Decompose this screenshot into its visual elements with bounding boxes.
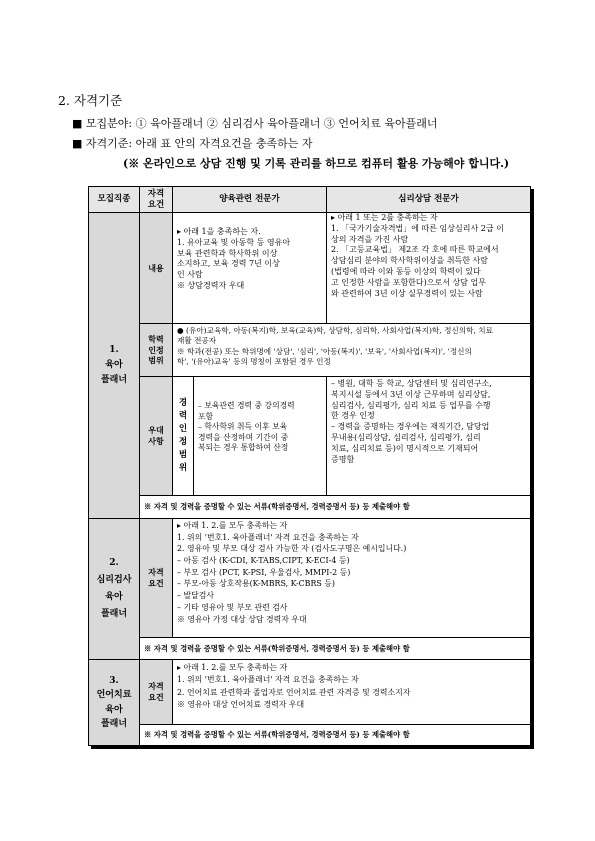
planner-counseling-content: ▸ 아래 1 또는 2를 충족하는 자 1. 「국가기술자격법」에 따른 임상심리사 2급 이 상의 자격을 가진 사람 2. 「고등교육법」 제2조 각 호에 따른 학교에서 상담심리 분야의 학사학위이상을 취득한 사람 (법령에 따라 이와 동등 이상의 학력이 있다 고 인정한 사람을 포함한다)으로서 상담 업무 와 관련하여 3년 이상 실무경력이 있는 사람 bbox=[326, 212, 531, 324]
speech-content: ▸ 아래 1. 2.를 모두 충족하는 자 1. 위의 '번호1. 육아플래너' 자격 요건을 충족하는 자 2. 언어치료 관련학과 졸업자로 언어치료 관련 자격증 및 경력소지자 ※ 영유아 대상 언어치료 경력자 우대 bbox=[172, 659, 531, 725]
qualification-table bbox=[88, 186, 531, 746]
planner-preference-counseling: – 병원, 대학 등 학교, 상담센터 및 심리연구소, 복지시설 등에서 3년 이상 근무하며 심리상담, 심리검사, 심리평가, 심리 치료 등 업무를 수행 한 경우 인정 – 경력을 증명하는 경우에는 재직기간, 담당업 무내용(심리상담, 심리검사, 심리평가, 심리 치료, 심리치료 등)이 명시적으로 기재되어 증명함 bbox=[326, 376, 531, 496]
section-heading: 2. 자격기준 bbox=[58, 93, 123, 108]
planner-preference-label: 우대 사항 bbox=[139, 376, 173, 496]
speech-qual-label: 자격 요건 bbox=[139, 659, 173, 725]
recruitment-field-line: ■ 모집분야: ① 육아플래너 ② 심리검사 육아플래너 ③ 언어치료 육아플래너 bbox=[72, 117, 438, 130]
computer-notice: (※ 온라인으로 상담 진행 및 기록 관리를 하므로 컴퓨터 활용 가능해야 합니다.) bbox=[123, 157, 510, 170]
speech-requirement-note: ※ 자격 및 경력을 증명할 수 있는 서류(학위증명서, 경력증명서 등) 등 제출해야 함 bbox=[139, 724, 531, 746]
planner-content-label: 내용 bbox=[139, 212, 173, 324]
header-childcare-expert: 양육관련 전문가 bbox=[172, 186, 327, 213]
criteria-line: ■ 자격기준: 아래 표 안의 자격요건을 충족하는 자 bbox=[72, 137, 313, 150]
psych-qual-label: 자격 요건 bbox=[139, 518, 173, 638]
planner-category: 1. 육아 플래너 bbox=[88, 212, 140, 519]
planner-preference-childcare: – 보육관련 경력 중 강의경력 포함 – 학사학위 취득 이후 보육 경력을 산정하며 기간이 중 복되는 경우 통합하여 산정 bbox=[193, 376, 327, 496]
header-category: 모집직종 bbox=[88, 186, 140, 213]
header-qualification: 자격 요건 bbox=[139, 186, 173, 213]
planner-degree-label: 학력 인정 범위 bbox=[139, 323, 173, 377]
career-range-vertical-label: 경 력 인 정 범 위 bbox=[172, 376, 194, 496]
psych-requirement-note: ※ 자격 및 경력을 증명할 수 있는 서류(학위증명서, 경력증명서 등) 등 제출해야 함 bbox=[139, 637, 531, 660]
header-counseling-expert: 심리상담 전문가 bbox=[326, 186, 531, 213]
psych-content: ▸ 아래 1. 2.를 모두 충족하는 자 1. 위의 '번호1. 육아플래너' 자격 요건을 충족하는 자 2. 영유아 및 부모 대상 검사 가능한 자 (검사도구명은 예시입니다.) – 아동 검사 (K-CDI, K-TABS,CIPT, K-ECI-4 등) – 부모 검사 (PCT, K-PSI, 우울검사, MMPI-2 등) – 부모-아동 상호작용(K-MBRS, K-CBRS 등) – 발달검사 – 기타 영유아 및 부모 관련 검사 ※ 영유아 가정 대상 상담 경력자 우대 bbox=[172, 518, 531, 638]
speech-category: 3. 언어치료 육아 플래너 bbox=[88, 659, 140, 746]
planner-childcare-content: ▸ 아래 1을 충족하는 자. 1. 유아교육 및 아동학 등 영유아 보육 관련학과 학사학위 이상 소지하고, 보육 경력 7년 이상 인 사람 ※ 상담경력자 우대 bbox=[172, 212, 327, 324]
planner-degree-content: ● (유아)교육학, 아동(복지)학, 보육(교육)학, 상담학, 심리학, 사회사업(복지)학, 정신의학, 치료 재활 전공자 ※ 학과(전공) 또는 학위명에 '상담', '심리', '아동(복지)', '보육', '사회사업(복지)', '정신의 학', '(유아)교육' 등의 명칭이 포함된 경우 인정 bbox=[172, 323, 531, 377]
planner-requirement-note: ※ 자격 및 경력을 증명할 수 있는 서류(학위증명서, 경력증명서 등) 등 제출해야 함 bbox=[139, 495, 531, 519]
psych-category: 2. 심리검사 육아 플래너 bbox=[88, 518, 140, 660]
